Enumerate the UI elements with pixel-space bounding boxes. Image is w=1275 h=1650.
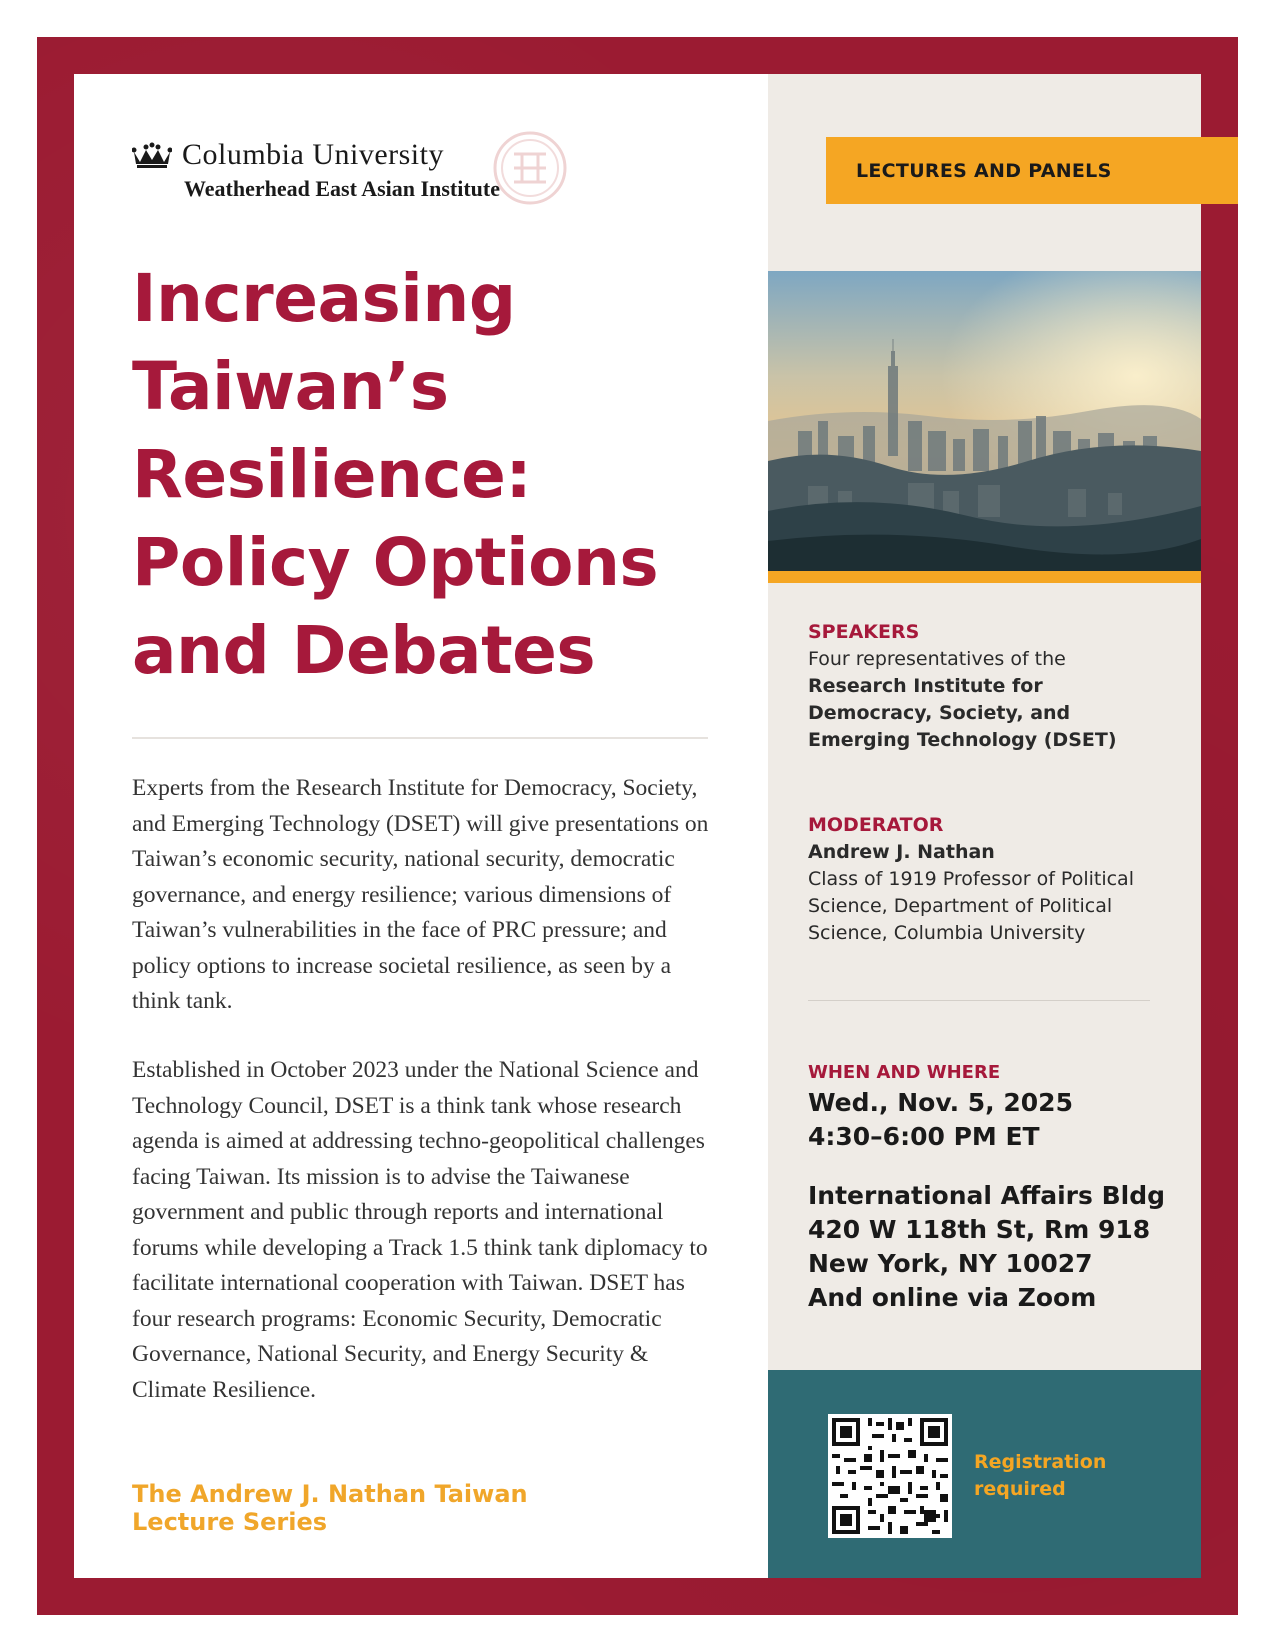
title-line: Taiwan’s (132, 348, 449, 425)
registration-line-1: Registration (974, 1451, 1107, 1473)
description-paragraph-1: Experts from the Research Institute for Democracy, Society, and Emerging Technology (DSET) will give presentations on Taiwan’s economic security, national security, democratic governance, and energy resilience; various dimensions of Taiwan’s vulnerabilities in the face of PRC pressure; and policy options to increase societal resilience, as seen by a think tank. (132, 775, 709, 1014)
registration-note (974, 1449, 1144, 1503)
speakers-label: SPEAKERS (808, 621, 920, 643)
venue-city: New York, NY 10027 (808, 1249, 1093, 1278)
venue-online: And online via Zoom (808, 1283, 1097, 1312)
taipei-skyline-photo (768, 271, 1201, 571)
series-line-1: The Andrew J. Nathan Taiwan (132, 1480, 528, 1508)
photo-accent-strip (768, 571, 1201, 583)
when-where-label: WHEN AND WHERE (808, 1062, 1001, 1083)
seal-icon (492, 130, 568, 206)
title-line: Increasing (132, 260, 516, 337)
category-badge (826, 137, 1238, 204)
divider (808, 1000, 1150, 1001)
divider (132, 737, 708, 739)
speakers-org: Research Institute for Democracy, Society, and Emerging Technology (DSET) (808, 675, 1117, 751)
title-line: and Debates (132, 612, 596, 689)
event-date: Wed., Nov. 5, 2025 (808, 1088, 1073, 1117)
event-title (132, 255, 732, 695)
institute-name: Weatherhead East Asian Institute (184, 176, 500, 201)
moderator-description: Class of 1919 Professor of Political Science, Department of Political Science, Columbia University (808, 868, 1134, 944)
venue-street: 420 W 118th St, Rm 918 (808, 1215, 1151, 1244)
crown-icon (132, 142, 172, 168)
moderator-name: Andrew J. Nathan (808, 841, 995, 863)
category-label: LECTURES AND PANELS (856, 159, 1112, 182)
title-line: Policy Options (132, 524, 659, 601)
title-line: Resilience: (132, 436, 532, 513)
venue-building: International Affairs Bldg (808, 1181, 1166, 1210)
event-time: 4:30–6:00 PM ET (808, 1122, 1040, 1151)
qr-code-icon[interactable] (828, 1414, 952, 1538)
series-line-2: Lecture Series (132, 1508, 328, 1536)
registration-line-2: required (974, 1478, 1066, 1500)
moderator-label: MODERATOR (808, 814, 944, 836)
speakers-text (808, 646, 1168, 754)
university-name: Columbia University (182, 138, 444, 171)
lecture-series (132, 1480, 692, 1536)
speakers-intro: Four representatives of the (808, 648, 1066, 670)
description-paragraph-2: Established in October 2023 under the National Science and Technology Council, DSET is a think tank whose research agenda is aimed at addressing techno-geopolitical challenges facing Taiwan. Its mission is to advise the Taiwanese government and public through reports and international forums while developing a Track 1.5 think tank diplomacy to facilitate international cooperation with Taiwan. DSET has four research programs: Economic Security, Democratic Governance, National Security, and Energy Security & Climate Resilience. (132, 1057, 708, 1403)
